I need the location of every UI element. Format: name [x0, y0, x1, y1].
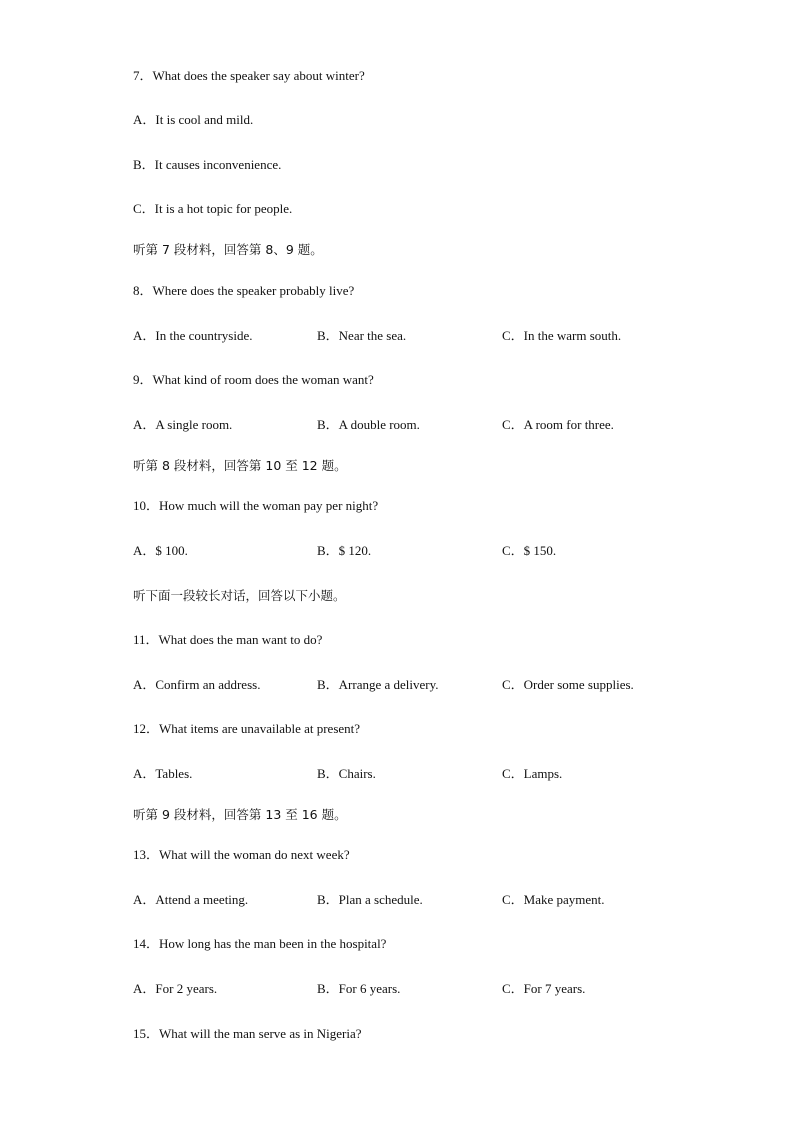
question-12-option-c: C．Lamps.: [502, 766, 563, 781]
question-13: 13．What will the woman do next week?: [133, 847, 350, 862]
question-13-option-c: C．Make payment.: [502, 892, 605, 907]
question-14-option-b: B．For 6 years.: [317, 981, 401, 996]
question-10: 10．How much will the woman pay per night?: [133, 498, 379, 513]
question-9-option-a: A．A single room.: [133, 417, 233, 432]
question-12-option-a: A．Tables.: [133, 766, 193, 781]
section-9-instruction: 听第 9 段材料，回答第 13 至 16 题。: [133, 807, 347, 822]
question-9-option-b: B．A double room.: [317, 417, 420, 432]
question-11: 11．What does the man want to do?: [133, 632, 323, 647]
question-11-option-c: C．Order some supplies.: [502, 677, 634, 692]
question-11-option-b: B．Arrange a delivery.: [317, 677, 439, 692]
question-9-option-c: C．A room for three.: [502, 417, 614, 432]
question-8: 8．Where does the speaker probably live?: [133, 283, 355, 298]
question-14: 14．How long has the man been in the hospital?: [133, 936, 387, 951]
question-14-option-c: C．For 7 years.: [502, 981, 586, 996]
question-13-option-a: A．Attend a meeting.: [133, 892, 249, 907]
question-13-option-b: B．Plan a schedule.: [317, 892, 423, 907]
question-8-option-a: A．In the countryside.: [133, 328, 253, 343]
long-dialogue-instruction: 听下面一段较长对话，回答以下小题。: [133, 588, 346, 603]
question-7-option-c: C．It is a hot topic for people.: [133, 201, 293, 216]
question-7-option-b: B．It causes inconvenience.: [133, 157, 282, 172]
section-7-instruction: 听第 7 段材料，回答第 8、9 题。: [133, 242, 323, 257]
section-8-instruction: 听第 8 段材料，回答第 10 至 12 题。: [133, 458, 347, 473]
question-12: 12．What items are unavailable at present?: [133, 721, 361, 736]
question-12-option-b: B．Chairs.: [317, 766, 376, 781]
question-14-option-a: A．For 2 years.: [133, 981, 218, 996]
question-9: 9．What kind of room does the woman want?: [133, 372, 374, 387]
question-7-option-a: A．It is cool and mild.: [133, 112, 254, 127]
question-10-option-b: B．$ 120.: [317, 543, 372, 558]
question-8-option-b: B．Near the sea.: [317, 328, 407, 343]
question-11-option-a: A．Confirm an address.: [133, 677, 261, 692]
question-10-option-a: A．$ 100.: [133, 543, 188, 558]
question-8-option-c: C．In the warm south.: [502, 328, 622, 343]
question-7: 7．What does the speaker say about winter?: [133, 68, 365, 83]
question-10-option-c: C．$ 150.: [502, 543, 557, 558]
question-15: 15．What will the man serve as in Nigeria?: [133, 1026, 362, 1041]
